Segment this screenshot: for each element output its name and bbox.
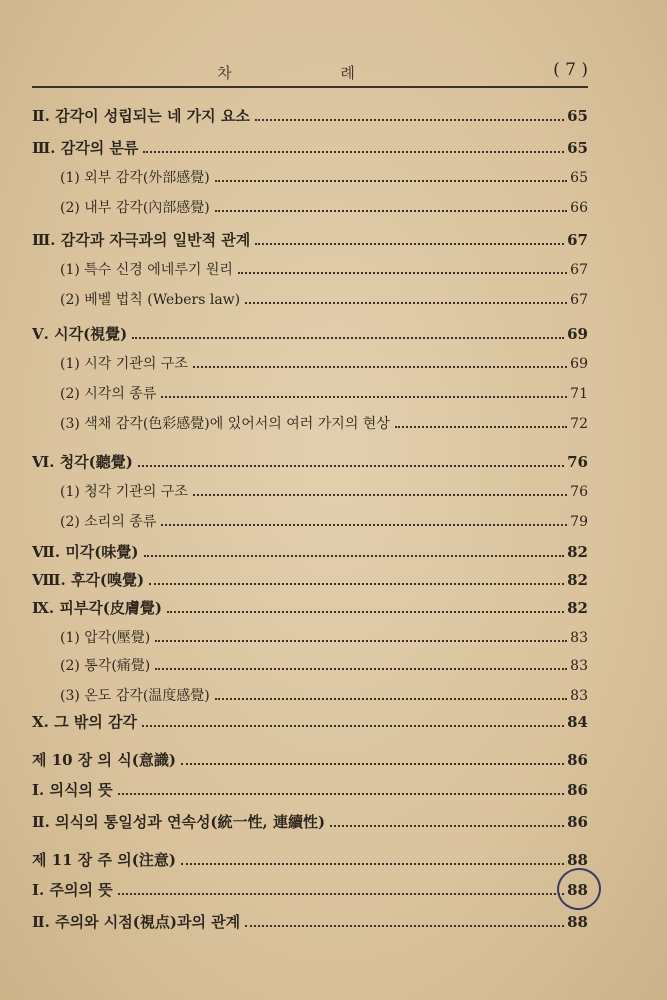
toc-entry (60, 166, 588, 190)
toc-leader-dots (143, 142, 564, 153)
toc-entry-page: 79 (570, 514, 588, 530)
toc-entry-label: (2) 시각의 종류 (60, 386, 157, 402)
toc-entry (32, 810, 588, 834)
toc-entry-page: 66 (570, 200, 588, 216)
toc-entry-label: (2) 내부 감각(內部感覺) (60, 200, 210, 216)
toc-entry-label: (2) 소리의 종류 (60, 514, 157, 530)
toc-leader-dots (255, 110, 564, 121)
toc-leader-dots (245, 916, 564, 927)
toc-entry-label: Ⅸ. 피부각(皮膚覺) (32, 599, 162, 617)
toc-entry-page: 69 (570, 356, 588, 372)
toc-entry-page: 72 (570, 416, 588, 432)
toc-entry-page: 65 (567, 139, 588, 157)
toc-entry-label: Ⅰ. 주의의 뜻 (32, 881, 113, 899)
toc-entry-page: 71 (570, 386, 588, 402)
toc-entry-page: 86 (567, 751, 588, 769)
toc-entry (60, 412, 588, 436)
toc-leader-dots (167, 602, 564, 613)
toc-entry-label: Ⅰ. 의식의 뜻 (32, 781, 113, 799)
toc-leader-dots (161, 387, 567, 398)
toc-entry (32, 910, 588, 934)
toc-entry (60, 626, 588, 650)
toc-entry (32, 778, 588, 802)
toc-entry-page: 86 (567, 813, 588, 831)
toc-entry-page: 67 (570, 292, 588, 308)
page-header (32, 62, 588, 88)
toc-entry-label: Ⅴ. 시각(視覺) (32, 325, 128, 343)
toc-entry-label: Ⅶ. 미각(味覺) (32, 543, 139, 561)
toc-entry-page: 88 (567, 851, 588, 869)
toc-entry-page: 88 (567, 913, 588, 931)
toc-entry (32, 450, 588, 474)
toc-entry (32, 228, 588, 252)
toc-entry-label: (2) 통각(痛覺) (60, 658, 151, 674)
toc-entry-page: 83 (570, 630, 588, 646)
toc-leader-dots (245, 293, 567, 304)
toc-entry-label: Ⅹ. 그 밖의 감각 (32, 713, 137, 731)
toc-leader-dots (118, 884, 564, 895)
toc-entry-page: 83 (570, 658, 588, 674)
toc-entry-page: 65 (570, 170, 588, 186)
toc-leader-dots (181, 754, 564, 765)
toc-entry (60, 196, 588, 220)
toc-entry-page: 82 (567, 599, 588, 617)
toc-leader-dots (395, 417, 567, 428)
toc-entry-page: 67 (567, 231, 588, 249)
toc-entry (60, 258, 588, 282)
toc-leader-dots (149, 574, 564, 585)
toc-entry (60, 684, 588, 708)
toc-entry-label: (1) 특수 신경 에네루기 원리 (60, 262, 233, 278)
toc-leader-dots (142, 716, 564, 727)
toc-entry-label: 제 10 장 의 식(意識) (32, 751, 176, 769)
toc-entry (60, 480, 588, 504)
toc-entry-label: (1) 외부 감각(外部感覺) (60, 170, 210, 186)
toc-entry (60, 352, 588, 376)
toc-entry-page: 83 (570, 688, 588, 704)
toc-entry (32, 596, 588, 620)
toc-entry-page: 67 (570, 262, 588, 278)
toc-entry (32, 540, 588, 564)
toc-leader-dots (238, 263, 567, 274)
toc-leader-dots (193, 357, 567, 368)
toc-entry-page: 82 (567, 571, 588, 589)
toc-entry (32, 322, 588, 346)
toc-entry-page: 88 (567, 881, 588, 899)
toc-entry-page: 84 (567, 713, 588, 731)
toc-entry (32, 710, 588, 734)
toc-entry-label: Ⅵ. 청각(聽覺) (32, 453, 133, 471)
header-title: 차 례 (217, 64, 407, 82)
toc-entry-page: 86 (567, 781, 588, 799)
toc-entry-page: 69 (567, 325, 588, 343)
toc-entry-label: (1) 압각(壓覺) (60, 630, 151, 646)
toc-leader-dots (255, 234, 564, 245)
toc-leader-dots (132, 328, 564, 339)
toc-entry (60, 510, 588, 534)
toc-leader-dots (181, 854, 564, 865)
toc-entry-label: (1) 청각 기관의 구조 (60, 484, 188, 500)
toc-leader-dots (138, 456, 564, 467)
toc-leader-dots (215, 689, 567, 700)
toc-leader-dots (161, 515, 567, 526)
toc-entry (32, 878, 588, 902)
toc-leader-dots (330, 816, 564, 827)
toc-entry (32, 104, 588, 128)
header-rule (32, 86, 588, 88)
toc-entry (32, 568, 588, 592)
toc-leader-dots (118, 784, 564, 795)
toc-entry-label: Ⅱ. 감각이 성립되는 네 가지 요소 (32, 107, 250, 125)
toc-entry (60, 654, 588, 678)
toc-entry-label: Ⅲ. 감각의 분류 (32, 139, 139, 157)
header-page-number: ( 7 ) (553, 60, 588, 80)
toc-leader-dots (155, 631, 567, 642)
toc-entry-label: Ⅱ. 의식의 통일성과 연속성(統一性, 連續性) (32, 813, 326, 831)
toc-entry-label: (1) 시각 기관의 구조 (60, 356, 188, 372)
toc-entry-label: (2) 베벨 법칙 (Webers law) (60, 292, 241, 308)
toc-entry-page: 82 (567, 543, 588, 561)
toc-entry-page: 65 (567, 107, 588, 125)
toc-leader-dots (155, 659, 567, 670)
toc-leader-dots (193, 485, 567, 496)
toc-entry (60, 382, 588, 406)
toc-entry-label: Ⅲ. 감각과 자극과의 일반적 관계 (32, 231, 251, 249)
toc-leader-dots (215, 171, 567, 182)
toc-leader-dots (144, 546, 565, 557)
toc-entry-label: (3) 온도 감각(温度感覺) (60, 688, 210, 704)
toc-entry (32, 748, 588, 772)
toc-entry-label: 제 11 장 주 의(注意) (32, 851, 176, 869)
toc-entry (32, 848, 588, 872)
toc-entry-page: 76 (570, 484, 588, 500)
toc-entry-label: Ⅱ. 주의와 시점(視点)과의 관계 (32, 913, 241, 931)
toc-leader-dots (215, 201, 567, 212)
toc-entry-label: Ⅷ. 후각(嗅覺) (32, 571, 145, 589)
toc-entry (60, 288, 588, 312)
toc-entry-label: (3) 색채 감각(色彩感覺)에 있어서의 여러 가지의 현상 (60, 416, 390, 432)
toc-entry-page: 76 (567, 453, 588, 471)
toc-entry (32, 136, 588, 160)
